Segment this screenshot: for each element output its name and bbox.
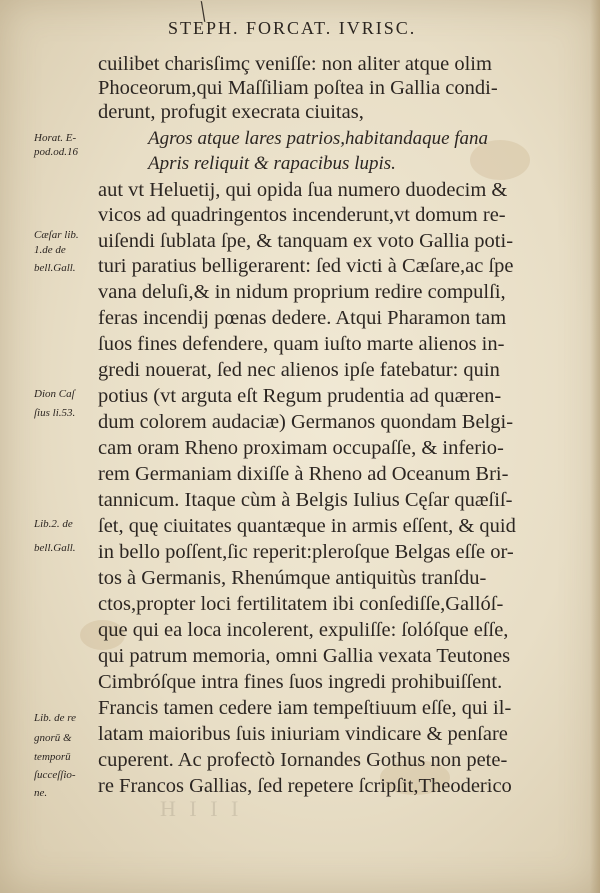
margin-note: Horat. E- <box>34 132 77 144</box>
bleed-through-text: H I I I <box>160 796 243 821</box>
margin-note: gnorū & <box>34 732 72 744</box>
text-line: uiſendi ſublata ſpe, & tanquam ex voto Gallia poti- <box>98 230 514 252</box>
margin-note: pod.od.16 <box>34 146 78 158</box>
text-line: ſet, quę ciuitates quantæque in armis eſſent, & quid <box>98 515 516 537</box>
margin-note: bell.Gall. <box>34 542 76 554</box>
margin-note: bell.Gall. <box>34 262 76 274</box>
catchmark-symbol: ╲ <box>195 2 210 23</box>
margin-note: Cæſar lib. <box>34 229 79 241</box>
margin-note: Dion Caſ <box>34 388 75 400</box>
text-line: in bello poſſent,ſic reperit:pleroſque Belgas eſſe or- <box>98 541 514 563</box>
text-line: qui patrum memoria, omni Gallia vexata Teutones <box>98 645 511 667</box>
text-line: Francis tamen cedere iam tempeſtiuum eſſe, qui il- <box>98 697 512 719</box>
text-line: ctos,propter loci fertilitatem ibi conſediſſe,Gallóſ- <box>98 593 504 615</box>
text-line: cuilibet charisſimç veniſſe: non aliter atque olim <box>98 53 492 75</box>
text-line: Cimbróſque intra fines ſuos ingredi prohibuiſſent. <box>98 671 503 693</box>
margin-note: Lib. de re <box>34 712 77 724</box>
text-line: cam oram Rheno proximam occupaſſe, & inferio- <box>98 437 504 459</box>
margin-note: Lib.2. de <box>34 518 73 530</box>
text-line: que qui ea loca incolerent, expuliſſe: ſolóſque eſſe, <box>98 619 509 641</box>
running-head: STEPH. FORCAT. IVRISC. <box>168 18 417 38</box>
text-line: feras incendij pœnas dedere. Atqui Pharamon tam <box>98 307 507 329</box>
margin-note: temporū <box>34 751 71 763</box>
margin-note: ſius li.53. <box>34 407 76 419</box>
text-line: vana deluſi,& in nidum proprium redire compulſi, <box>98 281 506 303</box>
page-edge-shadow <box>590 0 600 893</box>
margin-note: ſucceſſio- <box>34 769 76 781</box>
text-line: gredi nouerat, ſed nec alienos ipſe fatebatur: quin <box>98 359 500 381</box>
margin-note: 1.de de <box>34 244 66 256</box>
margin-note: ne. <box>34 787 48 799</box>
text-line: potius (vt arguta eſt Regum prudentia ad quæren- <box>98 385 502 407</box>
verse-line: Agros atque lares patrios,habitandaque fana <box>148 128 489 149</box>
text-line: cuperent. Ac profectò Iornandes Gothus non pete- <box>98 749 508 771</box>
text-line: turi paratius belligerarent: ſed victi à Cæſare,ac ſpe <box>98 255 514 277</box>
text-line: ſuos fines defendere, quam iuſto marte alienos in- <box>98 333 505 355</box>
text-line: re Francos Gallias, ſed repetere ſcripſit,Theoderico <box>98 775 512 797</box>
text-line: tos à Germanis, Rhenúmque antiquitùs tranſdu- <box>98 567 487 589</box>
text-line: rem Germaniam dixiſſe à Rheno ad Oceanum Bri- <box>98 463 509 485</box>
text-line: aut vt Heluetij, qui opida ſua numero duodecim & <box>98 179 508 201</box>
text-line: vicos ad quadringentos incenderunt,vt domum re- <box>98 204 506 226</box>
text-line: derunt, profugit execrata ciuitas, <box>98 101 364 123</box>
text-line: Phoceorum,qui Maſſiliam poſtea in Gallia condi- <box>98 77 498 99</box>
text-line: latam maioribus ſuis iniuriam vindicare & penſare <box>98 723 508 745</box>
text-line: tannicum. Itaque cùm à Belgis Iulius Cęſar quæſiſ- <box>98 489 513 511</box>
text-line: dum colorem audaciæ) Germanos quondam Belgi- <box>98 411 514 433</box>
verse-line: Apris reliquit & rapacibus lupis. <box>148 153 396 174</box>
